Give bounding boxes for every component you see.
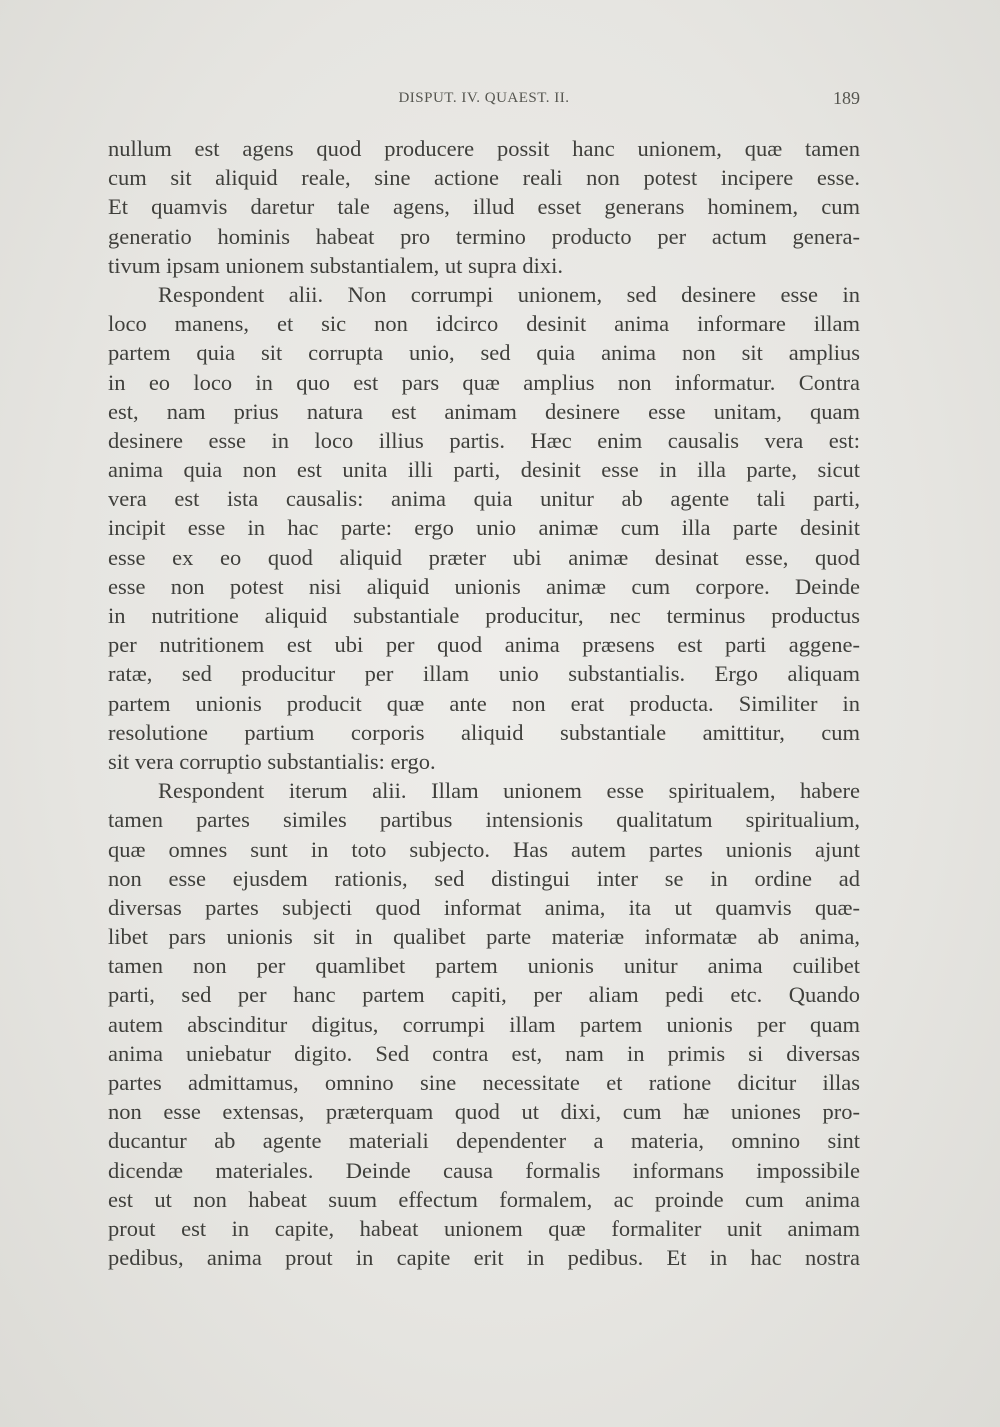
- text-line: esse ex eo quod aliquid præter ubi animæ desinat esse, quod: [108, 544, 860, 570]
- text-line: dicendæ materiales. Deinde causa formalis informans impossibile: [108, 1157, 860, 1183]
- text-line: in nutritione aliquid substantiale producitur, nec terminus productus: [108, 603, 860, 628]
- text-line: ducantur ab agente materiali dependenter a materia, omnino sint: [108, 1128, 860, 1154]
- text-line: tamen non per quamlibet partem unionis unitur anima cuilibet: [108, 953, 860, 979]
- text-line: parti, sed per hanc partem capiti, per aliam pedi etc. Quando: [108, 982, 860, 1008]
- text-line: vera est ista causalis: anima quia unitur ab agente tali parti,: [108, 486, 860, 512]
- text-line: tamen partes similes partibus intensionis qualitatum spiritualium,: [108, 807, 860, 833]
- text-line: resolutione partium corporis aliquid substantiale amittitur, cum: [108, 719, 860, 745]
- text-line: anima quia non est unita illi parti, desinit esse in illa parte, sicut: [108, 457, 860, 483]
- text-line: est, nam prius natura est animam desinere esse unitam, quam: [108, 398, 860, 424]
- text-line: desinere esse in loco illius partis. Hæc enim causalis vera est:: [108, 427, 860, 453]
- text-line: Respondent alii. Non corrumpi unionem, sed desinere esse in: [158, 281, 860, 307]
- text-line: partes admittamus, omnino sine necessitate et ratione dicitur illas: [108, 1070, 860, 1095]
- text-line: ratæ, sed producitur per illam unio substantialis. Ergo aliquam: [108, 661, 860, 687]
- text-line: non esse ejusdem rationis, sed distingui inter se in ordine ad: [108, 865, 860, 891]
- text-line: esse non potest nisi aliquid unionis animæ cum corpore. Deinde: [108, 573, 860, 599]
- body-text: [108, 134, 860, 1272]
- text-line: prout est in capite, habeat unionem quæ formaliter unit animam: [108, 1215, 860, 1241]
- text-line: sit vera corruptio substantialis: ergo.: [108, 748, 436, 774]
- text-line: Respondent iterum alii. Illam unionem esse spiritualem, habere: [158, 778, 860, 804]
- page-number: 189: [833, 88, 860, 108]
- running-header: [108, 88, 860, 112]
- running-title: DISPUT. IV. QUAEST. II.: [398, 90, 570, 106]
- text-line: Et quamvis daretur tale agens, illud esset generans hominem, cum: [108, 194, 860, 220]
- text-line: loco manens, et sic non idcirco desinit anima informare illam: [108, 311, 860, 337]
- text-line: incipit esse in hac parte: ergo unio animæ cum illa parte desinit: [108, 515, 860, 541]
- text-line: cum sit aliquid reale, sine actione reali non potest incipere esse.: [108, 165, 860, 191]
- text-line: per nutritionem est ubi per quod anima præsens est parti aggene-: [108, 632, 860, 658]
- text-line: anima uniebatur digito. Sed contra est, nam in primis si diversas: [108, 1040, 860, 1066]
- text-line: non esse extensas, præterquam quod ut dixi, cum hæ uniones pro-: [108, 1099, 860, 1125]
- text-line: est ut non habeat suum effectum formalem, ac proinde cum anima: [108, 1186, 860, 1212]
- text-line: nullum est agens quod producere possit hanc unionem, quæ tamen: [108, 136, 860, 161]
- text-line: diversas partes subjecti quod informat anima, ita ut quamvis quæ-: [108, 894, 860, 920]
- text-line: generatio hominis habeat pro termino producto per actum genera-: [108, 223, 860, 249]
- text-line: libet pars unionis sit in qualibet parte materiæ informatæ ab anima,: [108, 924, 860, 950]
- text-line: autem abscinditur digitus, corrumpi illam partem unionis per quam: [108, 1011, 860, 1037]
- text-line: partem unionis producit quæ ante non erat producta. Similiter in: [108, 690, 860, 716]
- text-line: pedibus, anima prout in capite erit in pedibus. Et in hac nostra: [108, 1245, 860, 1271]
- text-line: quæ omnes sunt in toto subjecto. Has autem partes unionis ajunt: [108, 836, 860, 862]
- text-line: partem quia sit corrupta unio, sed quia anima non sit amplius: [108, 340, 860, 366]
- text-line: in eo loco in quo est pars quæ amplius non informatur. Contra: [108, 369, 860, 395]
- text-line: tivum ipsam unionem substantialem, ut supra dixi.: [108, 252, 563, 278]
